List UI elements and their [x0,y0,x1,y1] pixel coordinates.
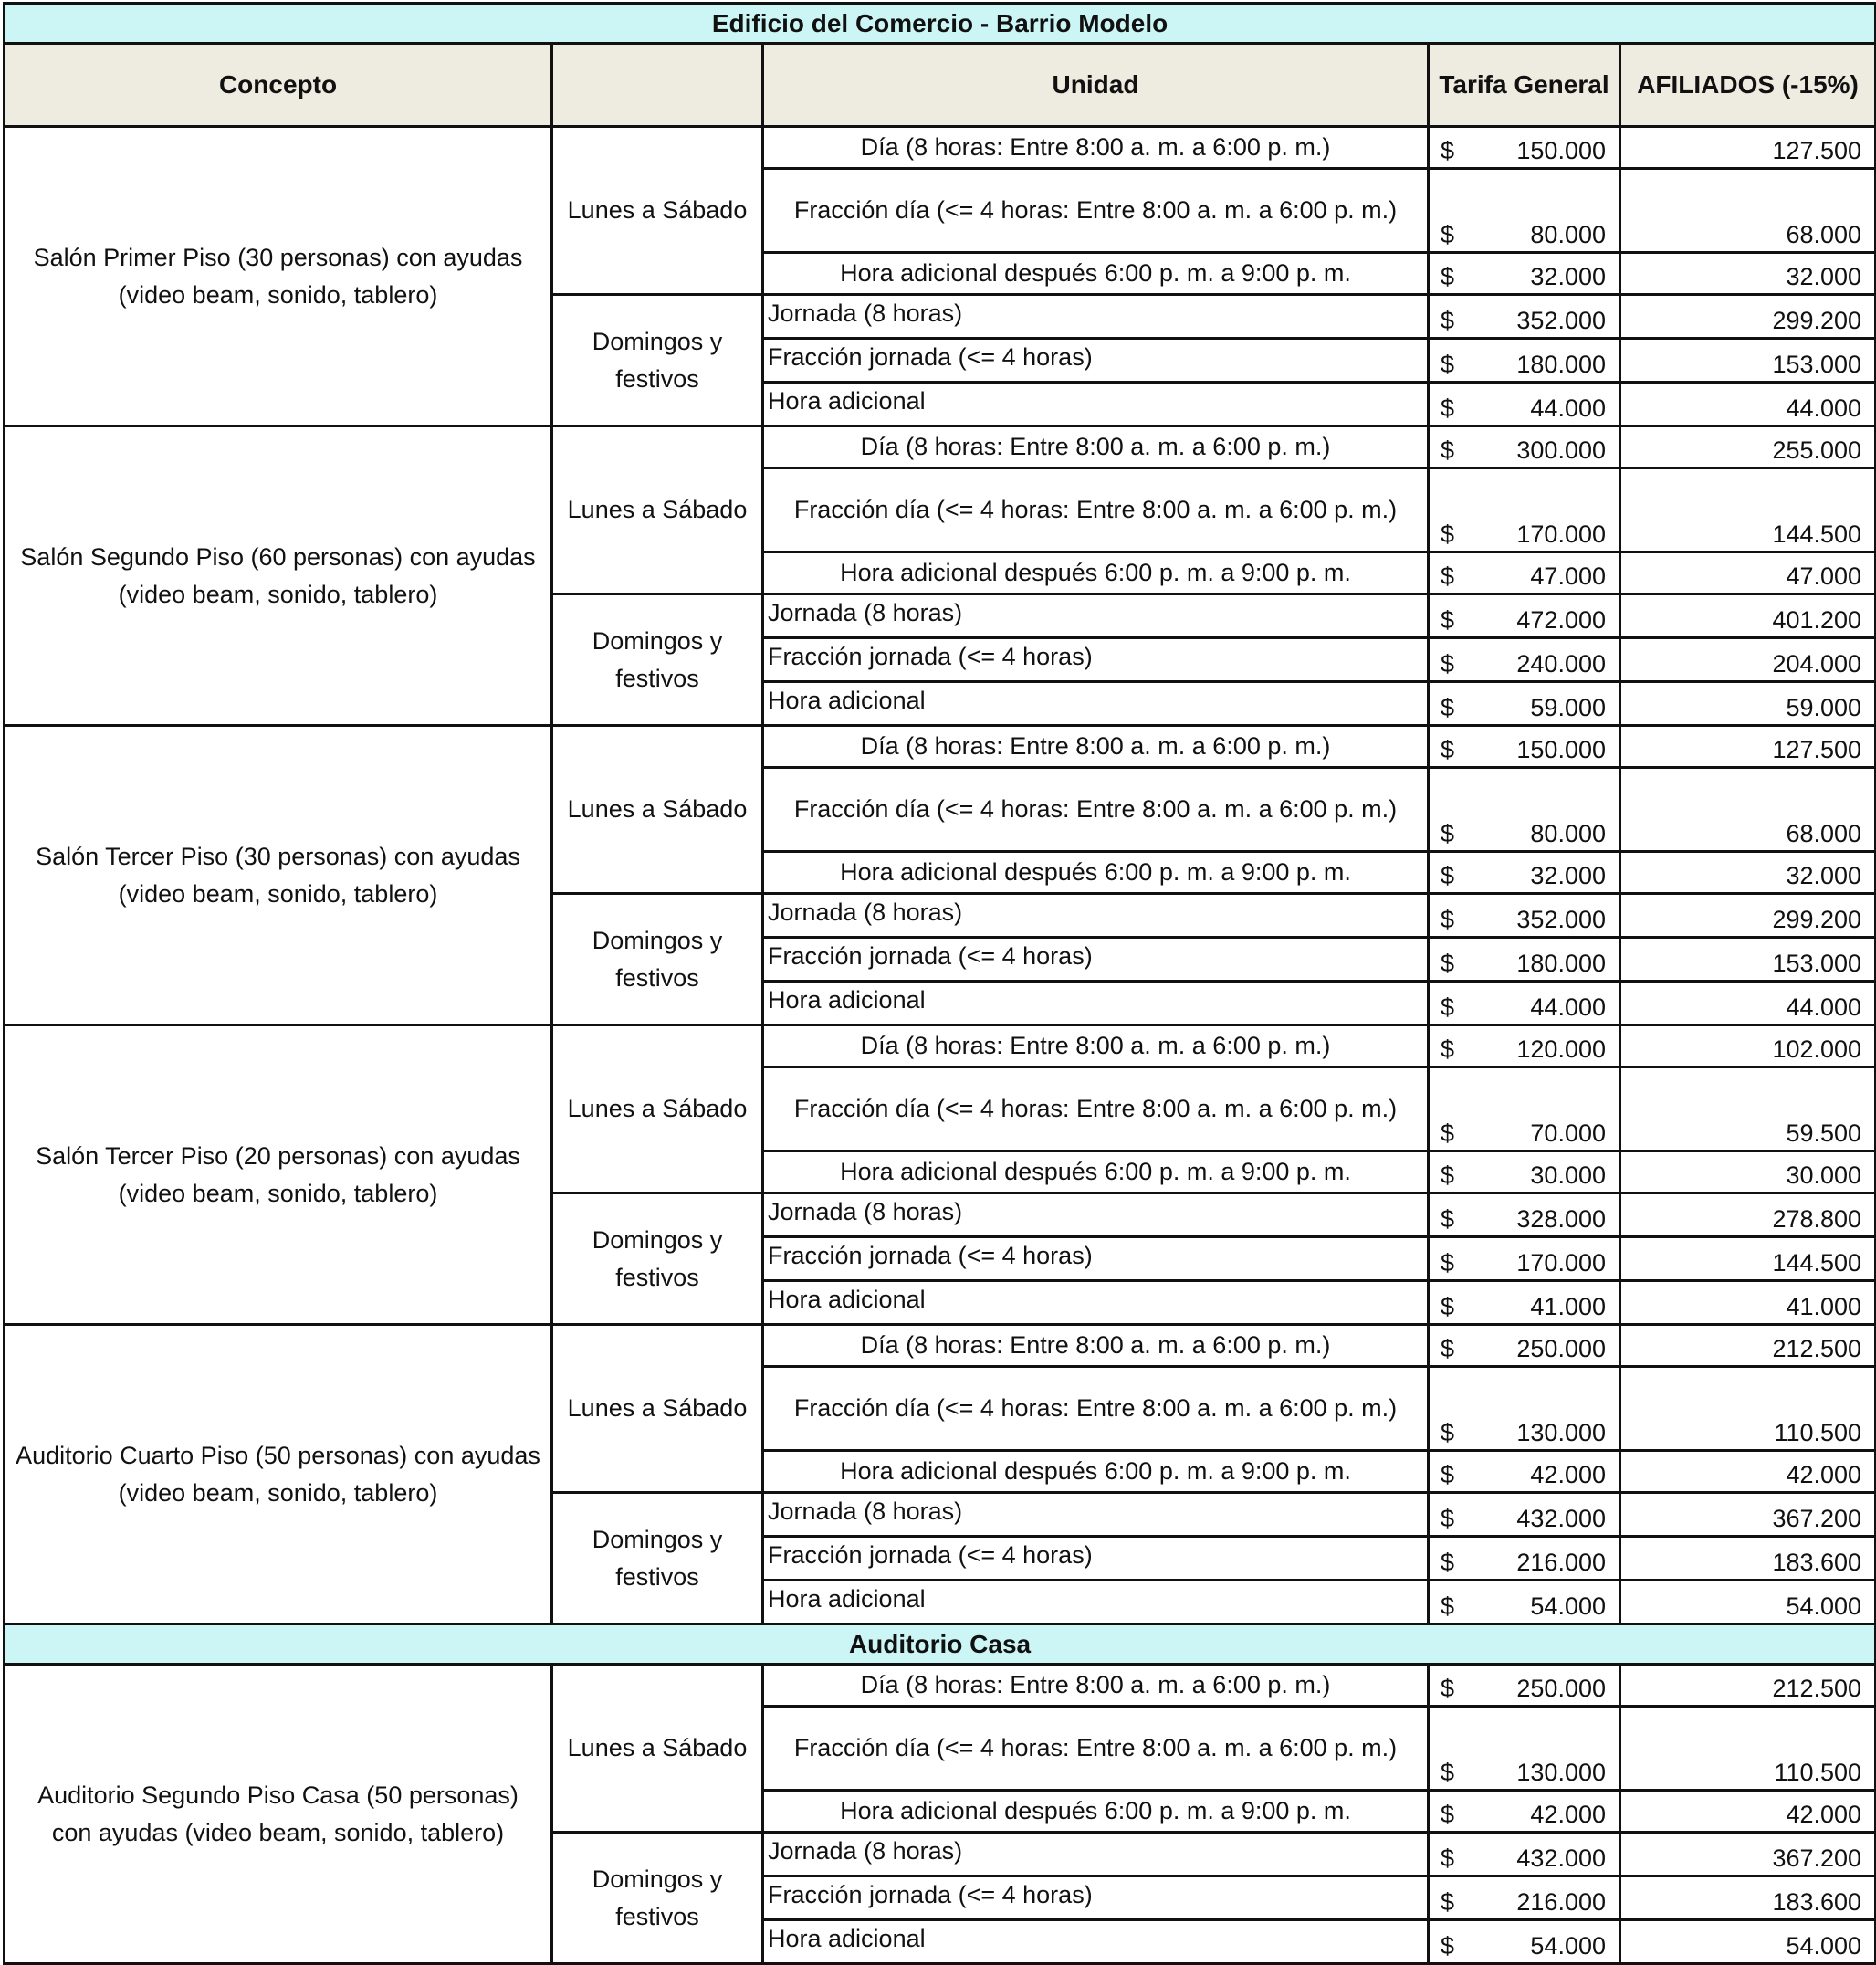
tarifa-value: 432.000 [1516,1505,1606,1532]
tarifa-value: 150.000 [1516,137,1606,164]
currency-symbol: $ [1441,1293,1455,1320]
afiliados-cell: 32.000 [1620,852,1876,894]
tarifa-general-cell [1429,1193,1620,1237]
tarifa-general-cell [1429,1067,1620,1151]
afiliados-cell: 299.200 [1620,295,1876,339]
currency-symbol: $ [1441,520,1455,548]
tarifa-value: 352.000 [1516,307,1606,334]
tarifa-general-cell [1429,1325,1620,1367]
afiliados-cell: 42.000 [1620,1451,1876,1493]
afiliados-cell: 367.200 [1620,1833,1876,1876]
unit-cell: Hora adicional después 6:00 p. m. a 9:00 p. m. [763,1791,1429,1833]
afiliados-cell: 183.600 [1620,1537,1876,1581]
currency-symbol: $ [1441,351,1455,378]
currency-symbol: $ [1441,562,1455,590]
afiliados-cell: 32.000 [1620,253,1876,295]
tarifa-general-cell [1429,1281,1620,1325]
rate-table [3,2,1876,1965]
tarifa-general-cell [1429,552,1620,594]
table-title: Edificio del Comercio - Barrio Modelo [5,4,1876,44]
tarifa-value: 44.000 [1530,993,1606,1021]
tarifa-general-cell [1429,1025,1620,1067]
weekend-cell: Domingos y festivos [552,894,763,1025]
weekday-cell: Lunes a Sábado [552,726,763,894]
afiliados-cell: 153.000 [1620,938,1876,982]
unit-cell: Fracción día (<= 4 horas: Entre 8:00 a. m. a 6:00 p. m.) [763,768,1429,852]
currency-symbol: $ [1441,307,1455,334]
rate-sheet [3,2,1874,1960]
rate-table-body [5,4,1876,1964]
currency-symbol: $ [1441,650,1455,678]
currency-symbol: $ [1441,1419,1455,1446]
afiliados-cell: 212.500 [1620,1665,1876,1707]
unit-cell: Día (8 horas: Entre 8:00 a. m. a 6:00 p. m.) [763,1325,1429,1367]
tarifa-general-cell [1429,638,1620,682]
tarifa-general-cell [1429,468,1620,552]
afiliados-cell: 212.500 [1620,1325,1876,1367]
tarifa-general-cell [1429,127,1620,169]
currency-symbol: $ [1441,1461,1455,1488]
tarifa-value: 42.000 [1530,1461,1606,1488]
rate-row [5,1665,1876,1707]
header-unidad: Unidad [763,44,1429,127]
afiliados-cell: 144.500 [1620,468,1876,552]
afiliados-cell: 127.500 [1620,726,1876,768]
unit-cell: Fracción jornada (<= 4 horas) [763,1876,1429,1920]
afiliados-cell: 30.000 [1620,1151,1876,1193]
unit-cell: Hora adicional [763,1281,1429,1325]
tarifa-value: 47.000 [1530,562,1606,590]
tarifa-general-cell [1429,1707,1620,1791]
afiliados-cell: 183.600 [1620,1876,1876,1920]
weekend-cell: Domingos y festivos [552,1493,763,1624]
unit-cell: Jornada (8 horas) [763,594,1429,638]
rate-row [5,426,1876,468]
unit-cell: Jornada (8 horas) [763,295,1429,339]
unit-cell: Hora adicional [763,1581,1429,1624]
weekday-cell: Lunes a Sábado [552,1325,763,1493]
currency-symbol: $ [1441,221,1455,248]
tarifa-value: 328.000 [1516,1205,1606,1233]
unit-cell: Jornada (8 horas) [763,1833,1429,1876]
afiliados-cell: 54.000 [1620,1581,1876,1624]
unit-cell: Jornada (8 horas) [763,894,1429,938]
unit-cell: Hora adicional después 6:00 p. m. a 9:00 p. m. [763,1451,1429,1493]
unit-cell: Fracción día (<= 4 horas: Entre 8:00 a. m. a 6:00 p. m.) [763,1067,1429,1151]
unit-cell: Fracción jornada (<= 4 horas) [763,638,1429,682]
tarifa-general-cell [1429,169,1620,253]
unit-cell: Jornada (8 horas) [763,1493,1429,1537]
tarifa-value: 80.000 [1530,221,1606,248]
tarifa-value: 352.000 [1516,906,1606,933]
unit-cell: Hora adicional después 6:00 p. m. a 9:00 p. m. [763,552,1429,594]
tarifa-value: 80.000 [1530,820,1606,847]
concept-cell: Auditorio Segundo Piso Casa (50 personas) con ayudas (video beam, sonido, tablero) [5,1665,552,1964]
unit-cell: Día (8 horas: Entre 8:00 a. m. a 6:00 p. m.) [763,426,1429,468]
unit-cell: Hora adicional después 6:00 p. m. a 9:00 p. m. [763,852,1429,894]
currency-symbol: $ [1441,1249,1455,1277]
tarifa-value: 32.000 [1530,263,1606,290]
afiliados-cell: 41.000 [1620,1281,1876,1325]
tarifa-value: 54.000 [1530,1592,1606,1620]
tarifa-general-cell [1429,894,1620,938]
weekend-cell: Domingos y festivos [552,1833,763,1964]
tarifa-general-cell [1429,982,1620,1025]
unit-cell: Hora adicional [763,383,1429,426]
unit-cell: Hora adicional [763,1920,1429,1964]
afiliados-cell: 153.000 [1620,339,1876,383]
currency-symbol: $ [1441,1844,1455,1872]
tarifa-value: 170.000 [1516,1249,1606,1277]
afiliados-cell: 204.000 [1620,638,1876,682]
afiliados-cell: 68.000 [1620,169,1876,253]
header-blank [552,44,763,127]
tarifa-general-cell [1429,1876,1620,1920]
currency-symbol: $ [1441,436,1455,464]
concept-cell: Salón Tercer Piso (30 personas) con ayudas (video beam, sonido, tablero) [5,726,552,1025]
header-concepto: Concepto [5,44,552,127]
tarifa-value: 240.000 [1516,650,1606,678]
tarifa-general-cell [1429,726,1620,768]
currency-symbol: $ [1441,1759,1455,1786]
tarifa-general-cell [1429,1920,1620,1964]
currency-symbol: $ [1441,1161,1455,1189]
tarifa-value: 432.000 [1516,1844,1606,1872]
unit-cell: Fracción día (<= 4 horas: Entre 8:00 a. m. a 6:00 p. m.) [763,1367,1429,1451]
tarifa-general-cell [1429,253,1620,295]
unit-cell: Día (8 horas: Entre 8:00 a. m. a 6:00 p. m.) [763,127,1429,169]
tarifa-general-cell [1429,1581,1620,1624]
tarifa-general-cell [1429,1237,1620,1281]
afiliados-cell: 127.500 [1620,127,1876,169]
title-row [5,4,1876,44]
currency-symbol: $ [1441,1549,1455,1576]
tarifa-value: 300.000 [1516,436,1606,464]
header-tarifa-general: Tarifa General [1429,44,1620,127]
unit-cell: Fracción día (<= 4 horas: Entre 8:00 a. m. a 6:00 p. m.) [763,1707,1429,1791]
currency-symbol: $ [1441,950,1455,977]
tarifa-value: 170.000 [1516,520,1606,548]
currency-symbol: $ [1441,993,1455,1021]
afiliados-cell: 255.000 [1620,426,1876,468]
afiliados-cell: 299.200 [1620,894,1876,938]
section-row [5,1624,1876,1665]
tarifa-general-cell [1429,1665,1620,1707]
tarifa-value: 41.000 [1530,1293,1606,1320]
tarifa-value: 216.000 [1516,1549,1606,1576]
unit-cell: Fracción jornada (<= 4 horas) [763,938,1429,982]
tarifa-general-cell [1429,1791,1620,1833]
weekday-cell: Lunes a Sábado [552,426,763,594]
tarifa-general-cell [1429,1451,1620,1493]
tarifa-general-cell [1429,1367,1620,1451]
tarifa-value: 130.000 [1516,1419,1606,1446]
currency-symbol: $ [1441,1505,1455,1532]
afiliados-cell: 367.200 [1620,1493,1876,1537]
currency-symbol: $ [1441,1335,1455,1362]
tarifa-value: 472.000 [1516,606,1606,634]
unit-cell: Día (8 horas: Entre 8:00 a. m. a 6:00 p. m.) [763,1025,1429,1067]
tarifa-value: 59.000 [1530,694,1606,721]
currency-symbol: $ [1441,1888,1455,1916]
tarifa-general-cell [1429,594,1620,638]
weekend-cell: Domingos y festivos [552,1193,763,1325]
tarifa-value: 54.000 [1530,1932,1606,1960]
tarifa-value: 180.000 [1516,351,1606,378]
tarifa-general-cell [1429,339,1620,383]
currency-symbol: $ [1441,820,1455,847]
tarifa-value: 70.000 [1530,1119,1606,1147]
currency-symbol: $ [1441,1205,1455,1233]
rate-row [5,127,1876,169]
currency-symbol: $ [1441,137,1455,164]
unit-cell: Día (8 horas: Entre 8:00 a. m. a 6:00 p. m.) [763,726,1429,768]
weekday-cell: Lunes a Sábado [552,1025,763,1193]
unit-cell: Jornada (8 horas) [763,1193,1429,1237]
concept-cell: Salón Primer Piso (30 personas) con ayudas (video beam, sonido, tablero) [5,127,552,426]
afiliados-cell: 47.000 [1620,552,1876,594]
header-afiliados: AFILIADOS (-15%) [1620,44,1876,127]
tarifa-general-cell [1429,1833,1620,1876]
unit-cell: Hora adicional [763,682,1429,726]
unit-cell: Hora adicional después 6:00 p. m. a 9:00 p. m. [763,253,1429,295]
concept-cell: Auditorio Cuarto Piso (50 personas) con ayudas (video beam, sonido, tablero) [5,1325,552,1624]
afiliados-cell: 54.000 [1620,1920,1876,1964]
rate-row [5,1325,1876,1367]
tarifa-value: 30.000 [1530,1161,1606,1189]
afiliados-cell: 44.000 [1620,383,1876,426]
weekend-cell: Domingos y festivos [552,594,763,726]
currency-symbol: $ [1441,1035,1455,1063]
afiliados-cell: 102.000 [1620,1025,1876,1067]
currency-symbol: $ [1441,1592,1455,1620]
tarifa-general-cell [1429,383,1620,426]
afiliados-cell: 44.000 [1620,982,1876,1025]
tarifa-general-cell [1429,852,1620,894]
afiliados-cell: 59.000 [1620,682,1876,726]
currency-symbol: $ [1441,263,1455,290]
afiliados-cell: 144.500 [1620,1237,1876,1281]
tarifa-general-cell [1429,295,1620,339]
concept-cell: Salón Tercer Piso (20 personas) con ayudas (video beam, sonido, tablero) [5,1025,552,1325]
afiliados-cell: 278.800 [1620,1193,1876,1237]
afiliados-cell: 110.500 [1620,1707,1876,1791]
tarifa-value: 250.000 [1516,1675,1606,1702]
concept-cell: Salón Segundo Piso (60 personas) con ayudas (video beam, sonido, tablero) [5,426,552,726]
currency-symbol: $ [1441,1801,1455,1828]
currency-symbol: $ [1441,862,1455,889]
afiliados-cell: 401.200 [1620,594,1876,638]
tarifa-value: 180.000 [1516,950,1606,977]
weekday-cell: Lunes a Sábado [552,127,763,295]
rate-row [5,1025,1876,1067]
header-row [5,44,1876,127]
section-title: Auditorio Casa [5,1624,1876,1665]
currency-symbol: $ [1441,606,1455,634]
afiliados-cell: 59.500 [1620,1067,1876,1151]
currency-symbol: $ [1441,906,1455,933]
tarifa-general-cell [1429,1493,1620,1537]
currency-symbol: $ [1441,1675,1455,1702]
weekday-cell: Lunes a Sábado [552,1665,763,1833]
tarifa-value: 250.000 [1516,1335,1606,1362]
tarifa-value: 42.000 [1530,1801,1606,1828]
tarifa-general-cell [1429,682,1620,726]
tarifa-value: 32.000 [1530,862,1606,889]
afiliados-cell: 68.000 [1620,768,1876,852]
unit-cell: Fracción jornada (<= 4 horas) [763,1237,1429,1281]
unit-cell: Fracción jornada (<= 4 horas) [763,339,1429,383]
unit-cell: Fracción jornada (<= 4 horas) [763,1537,1429,1581]
currency-symbol: $ [1441,394,1455,422]
weekend-cell: Domingos y festivos [552,295,763,426]
unit-cell: Hora adicional después 6:00 p. m. a 9:00 p. m. [763,1151,1429,1193]
tarifa-general-cell [1429,938,1620,982]
rate-row [5,726,1876,768]
currency-symbol: $ [1441,736,1455,763]
unit-cell: Hora adicional [763,982,1429,1025]
tarifa-general-cell [1429,768,1620,852]
tarifa-value: 150.000 [1516,736,1606,763]
unit-cell: Día (8 horas: Entre 8:00 a. m. a 6:00 p. m.) [763,1665,1429,1707]
unit-cell: Fracción día (<= 4 horas: Entre 8:00 a. m. a 6:00 p. m.) [763,169,1429,253]
currency-symbol: $ [1441,1932,1455,1960]
currency-symbol: $ [1441,1119,1455,1147]
currency-symbol: $ [1441,694,1455,721]
tarifa-general-cell [1429,1537,1620,1581]
tarifa-general-cell [1429,426,1620,468]
tarifa-value: 44.000 [1530,394,1606,422]
unit-cell: Fracción día (<= 4 horas: Entre 8:00 a. m. a 6:00 p. m.) [763,468,1429,552]
tarifa-value: 130.000 [1516,1759,1606,1786]
afiliados-cell: 42.000 [1620,1791,1876,1833]
tarifa-value: 120.000 [1516,1035,1606,1063]
tarifa-value: 216.000 [1516,1888,1606,1916]
afiliados-cell: 110.500 [1620,1367,1876,1451]
tarifa-general-cell [1429,1151,1620,1193]
